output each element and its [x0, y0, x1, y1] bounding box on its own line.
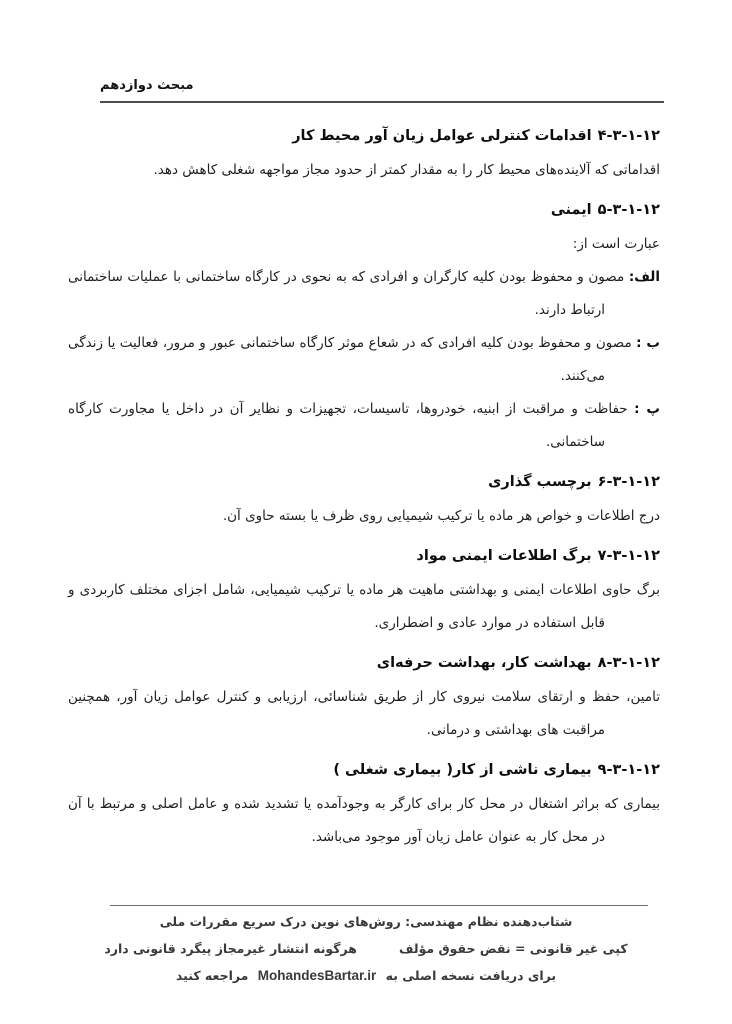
section-title: بهداشت کار، بهداشت حرفه‌ای [376, 655, 592, 671]
footer-line-2 [0, 935, 732, 962]
footer-note-before: برای دریافت نسخه اصلی به [385, 968, 557, 983]
definition-item-label: الف: [628, 269, 660, 285]
section-number: ۱۲‐۱‐۳‐۵ [597, 202, 660, 218]
section-paragraph: اقداماتی که آلاینده‌های محیط کار را به مقدار کمتر از حدود مجاز مواجهه شغلی کاهش دهد. [153, 162, 660, 178]
chapter-header-title: مبحث دوازدهم [100, 78, 194, 93]
section-number: ۱۲‐۱‐۳‐۹ [597, 762, 660, 778]
footer-legal-notice: هرگونه انتشار غیرمجاز پیگرد قانونی دارد [104, 941, 357, 956]
definition-item-text: مصون و محفوظ بودن کلیه کارگران و افرادی که به نحوی در کارگاه ساختمانی با عملیات ساختمانی ارتباط دارند. [68, 269, 625, 318]
section-heading [68, 194, 660, 227]
footer-copyright-notice: کپی غیر قانونی = نقض حقوق مؤلف [398, 941, 628, 956]
definition-item-text: حفاظت و مراقبت از ابنیه، خودروها، تاسیسات، تجهیزات و نظایر آن در داخل یا مجاورت کارگاه ساختمانی. [68, 401, 628, 450]
section-title: اقدامات کنترلی عوامل زیان آور محیط کار [292, 128, 592, 144]
section-heading [68, 754, 660, 787]
section-paragraph: تامین، حفظ و ارتقای سلامت نیروی کار از طریق شناسائی، ارزیابی و کنترل عوامل زیان آور، همچنین مراقبت های بهداشتی و درمانی. [68, 689, 660, 738]
definition-item [68, 261, 660, 327]
section-number: ۱۲‐۱‐۳‐۸ [597, 655, 660, 671]
definition-item [68, 393, 660, 459]
footer-line-1: شتاب‌دهنده نظام مهندسی: روش‌های نوین درک سریع مقررات ملی [159, 914, 573, 929]
section-title: بیماری ناشی از کار( بیماری شغلی ) [333, 762, 592, 778]
footer-line-3 [0, 962, 732, 989]
section-number: ۱۲‐۱‐۳‐۴ [597, 128, 660, 144]
page-footer [0, 905, 732, 989]
section-heading [68, 120, 660, 153]
section-heading [68, 466, 660, 499]
section-heading [68, 647, 660, 680]
section-paragraph: بیماری که براثر اشتغال در محل کار برای کارگر به وجودآمده یا تشدید شده و عامل اصلی و مرتبط با آن در محل کار به عنوان عامل زیان آور موجود می‌باشد. [68, 796, 660, 845]
definition-item-label: ب : [636, 335, 660, 351]
section-heading [68, 540, 660, 573]
section-title: ایمنی [550, 202, 592, 218]
definition-item [68, 327, 660, 393]
footer-note-after: مراجعه کنید [175, 968, 249, 983]
section-number: ۱۲‐۱‐۳‐۶ [597, 474, 660, 490]
section-title: برگ اطلاعات ایمنی مواد [416, 548, 592, 564]
section-number: ۱۲‐۱‐۳‐۷ [597, 548, 660, 564]
footer-website-domain: MohandesBartar.ir [257, 968, 377, 983]
definition-item-text: مصون و محفوظ بودن کلیه افرادی که در شعاع موثر کارگاه ساختمانی عبور و مرور، فعالیت یا زندگی می‌کنند. [68, 335, 632, 384]
definition-item-label: پ : [634, 401, 660, 417]
section-paragraph: عبارت است از: [572, 236, 660, 252]
page-header [100, 74, 664, 103]
footer-divider [110, 905, 648, 906]
document-body [68, 120, 660, 854]
section-paragraph: درج اطلاعات و خواص هر ماده یا ترکیب شیمیایی روی ظرف یا بسته حاوی آن. [222, 508, 660, 524]
section-paragraph: برگ حاوی اطلاعات ایمنی و بهداشتی ماهیت هر ماده یا ترکیب شیمیایی، شامل اجزای مختلف کاربردی و قابل استفاده در موارد عادی و اضطراری. [68, 582, 660, 631]
section-title: برچسب گذاری [488, 474, 592, 490]
